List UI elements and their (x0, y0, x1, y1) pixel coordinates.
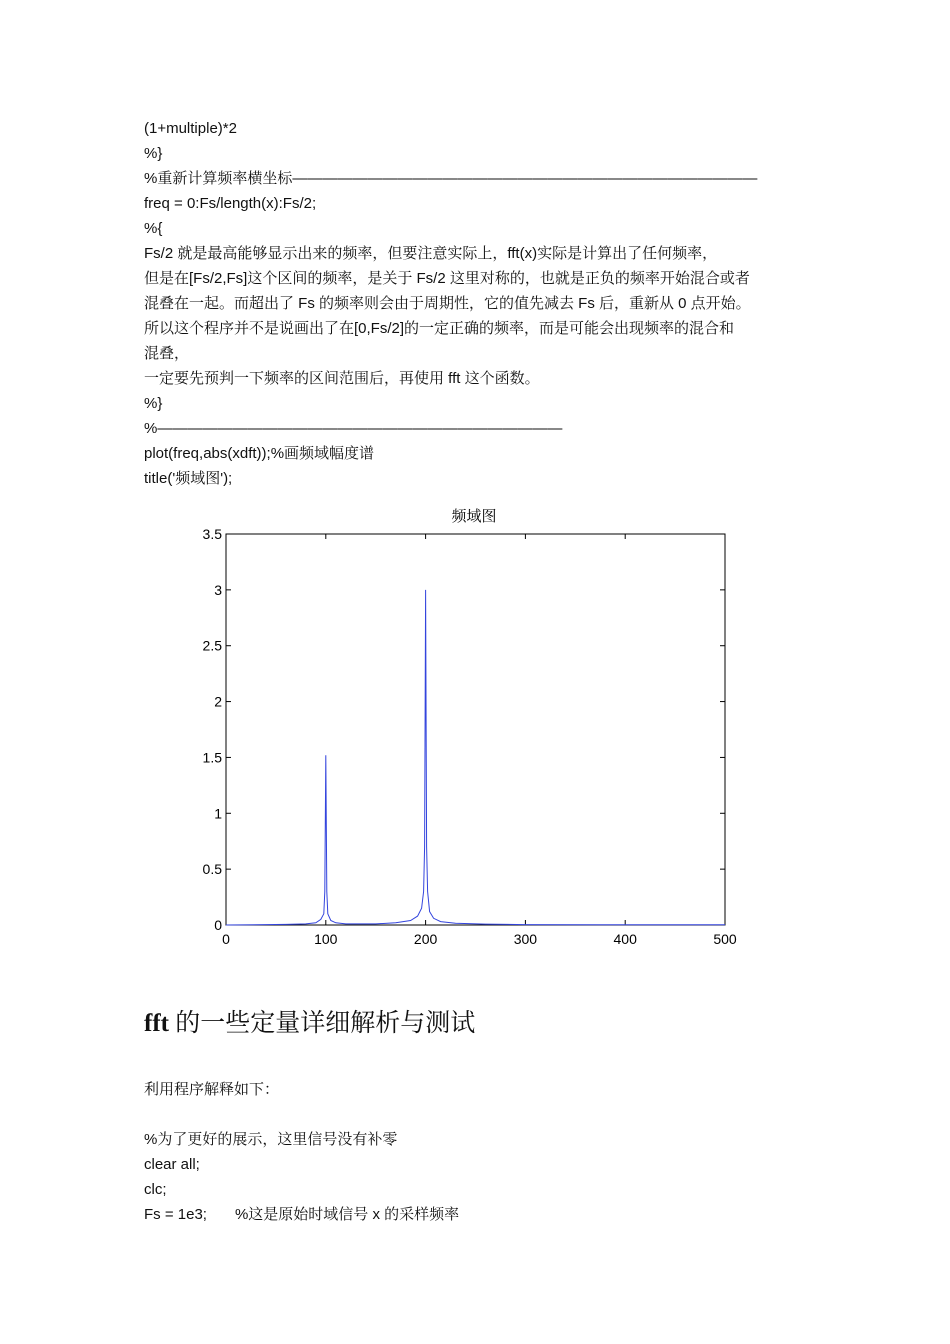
code-line: %——————————————————————————— (144, 420, 563, 437)
code-line: %为了更好的展示，这里信号没有补零 (144, 1131, 398, 1148)
code-line: 但是在[Fs/2,Fs]这个区间的频率，是关于 Fs/2 这里对称的，也就是正负的频率开始混合或者 (144, 270, 750, 287)
x-tick-label: 500 (713, 931, 737, 947)
x-tick-label: 200 (413, 931, 438, 947)
code-line: %} (144, 145, 163, 162)
y-tick-label: 1 (214, 805, 222, 822)
code-line-last (144, 1205, 459, 1225)
code-line: 所以这个程序并不是说画出了在[0,Fs/2]的一定正确的频率，而是可能会出现频率的混合和 (144, 320, 735, 337)
y-tick-label: 3 (214, 581, 222, 598)
code-line: title('频域图'); (144, 470, 233, 487)
code-line: %} (144, 395, 163, 412)
code-line: (1+multiple)*2 (144, 120, 237, 137)
x-tick-label: 400 (613, 931, 637, 947)
section-heading (144, 1008, 475, 1040)
code-line: Fs/2 就是最高能够显示出来的频率，但要注意实际上，fft(x)实际是计算出了任何频率， (144, 245, 718, 262)
chart-title: 频域图 (451, 508, 497, 525)
y-tick-label: 0.5 (202, 861, 222, 878)
section-heading-text: 的一些定量详细解析与测试 (168, 1010, 476, 1037)
x-tick-label: 100 (314, 931, 338, 947)
x-tick-label: 300 (513, 931, 538, 947)
y-tick-label: 3.5 (202, 526, 222, 542)
code-line: clear all; (144, 1156, 200, 1173)
section-heading-bold: fft (144, 1010, 169, 1037)
code-line: 混叠在一起。而超出了 Fs 的频率则会由于周期性，它的值先减去 Fs 后，重新从 0 点开始。 (144, 295, 751, 312)
y-tick-label: 1.5 (202, 749, 222, 766)
plot-area (226, 534, 725, 925)
frequency-domain-chart (190, 500, 750, 960)
code-line: clc; (144, 1181, 167, 1198)
x-tick-label: 0 (222, 931, 230, 947)
code-line: freq = 0:Fs/length(x):Fs/2; (144, 195, 317, 212)
y-tick-label: 2.5 (202, 637, 222, 654)
code-text: Fs = 1e3; (144, 1206, 207, 1223)
code-line: %{ (144, 220, 163, 237)
code-line: 混叠， (144, 345, 190, 362)
code-line: plot(freq,abs(xdft));%画频域幅度谱 (144, 445, 375, 462)
code-comment: %这是原始时域信号 x 的采样频率 (234, 1206, 460, 1223)
section-intro: 利用程序解释如下： (144, 1081, 280, 1098)
y-tick-label: 2 (214, 693, 222, 710)
code-line: 一定要先预判一下频率的区间范围后，再使用 fft 这个函数。 (144, 370, 540, 387)
y-tick-label: 0 (214, 917, 222, 933)
code-line: %重新计算频率横坐标——————————————————————————————— (144, 170, 758, 187)
